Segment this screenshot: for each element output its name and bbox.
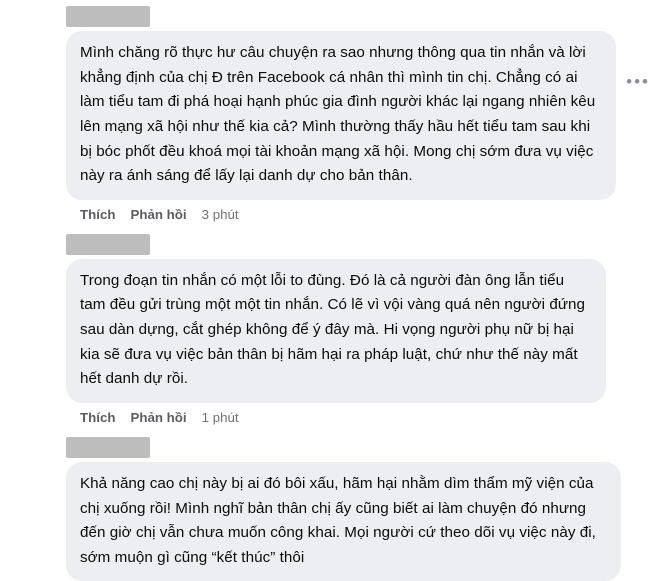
author-name-redacted <box>66 437 150 458</box>
comment-timestamp[interactable]: 1 phút <box>201 409 239 425</box>
like-button[interactable]: Thích <box>80 409 116 425</box>
author-name-redacted <box>66 234 150 255</box>
comment-bubble-row <box>42 259 650 403</box>
reply-button[interactable]: Phản hồi <box>130 206 187 222</box>
comment-text: Khả năng cao chị này bị ai đó bôi xấu, hãm hại nhằm dìm thẩm mỹ viện của chị xuống rồi! Mình nghĩ bản thân chị ấy cũng biết ai làm chuyện đó nhưng đến giờ chị vẫn chưa muốn công khai. Mọi người cứ theo dõi vụ việc này đi, sớm muộn gì cũng “kết thúc” thôi <box>66 462 621 581</box>
comment-bubble-row <box>42 462 650 581</box>
comment-item <box>0 224 660 425</box>
like-button[interactable]: Thích <box>80 206 116 222</box>
comment-actions <box>80 410 650 425</box>
comment-text: Mình chăng rõ thực hư câu chuyện ra sao nhưng thông qua tin nhắn và lời khẳng định của chị Đ trên Facebook cá nhân thì mình tin chị. Chẳng có ai làm tiểu tam đi phá hoại hạnh phúc gia đình người khác lại ngang nhiên kêu lên mạng xã hội như thế kia cả? Mình thường thấy hầu hết tiểu tam sau khi bị bóc phốt đều khoá mọi tài khoản mạng xã hội. Mong chị sớm đưa vụ việc này ra ánh sáng để lấy lại danh dự cho bản thân. <box>66 31 616 200</box>
comment-bubble-row <box>42 31 650 200</box>
reply-button[interactable]: Phản hồi <box>130 409 187 425</box>
comment-timestamp[interactable]: 3 phút <box>201 206 239 222</box>
comment-item <box>0 427 660 581</box>
comment-options-icon[interactable]: ••• <box>626 72 650 91</box>
author-name-redacted <box>66 6 150 27</box>
comment-item <box>0 0 660 222</box>
comment-text: Trong đoạn tin nhắn có một lỗi to đùng. Đó là cả người đàn ông lẫn tiểu tam đều gửi trùng một một tin nhắn. Có lẽ vì vội vàng quá nên người đứng sau dàn dựng, cắt ghép không để ý đây mà. Hi vọng người phụ nữ bị hại kia sẽ đưa vụ việc bản thân bị hãm hại ra pháp luật, chứ như thế này mất hết danh dự rồi. <box>66 259 606 403</box>
comment-actions <box>80 207 650 222</box>
